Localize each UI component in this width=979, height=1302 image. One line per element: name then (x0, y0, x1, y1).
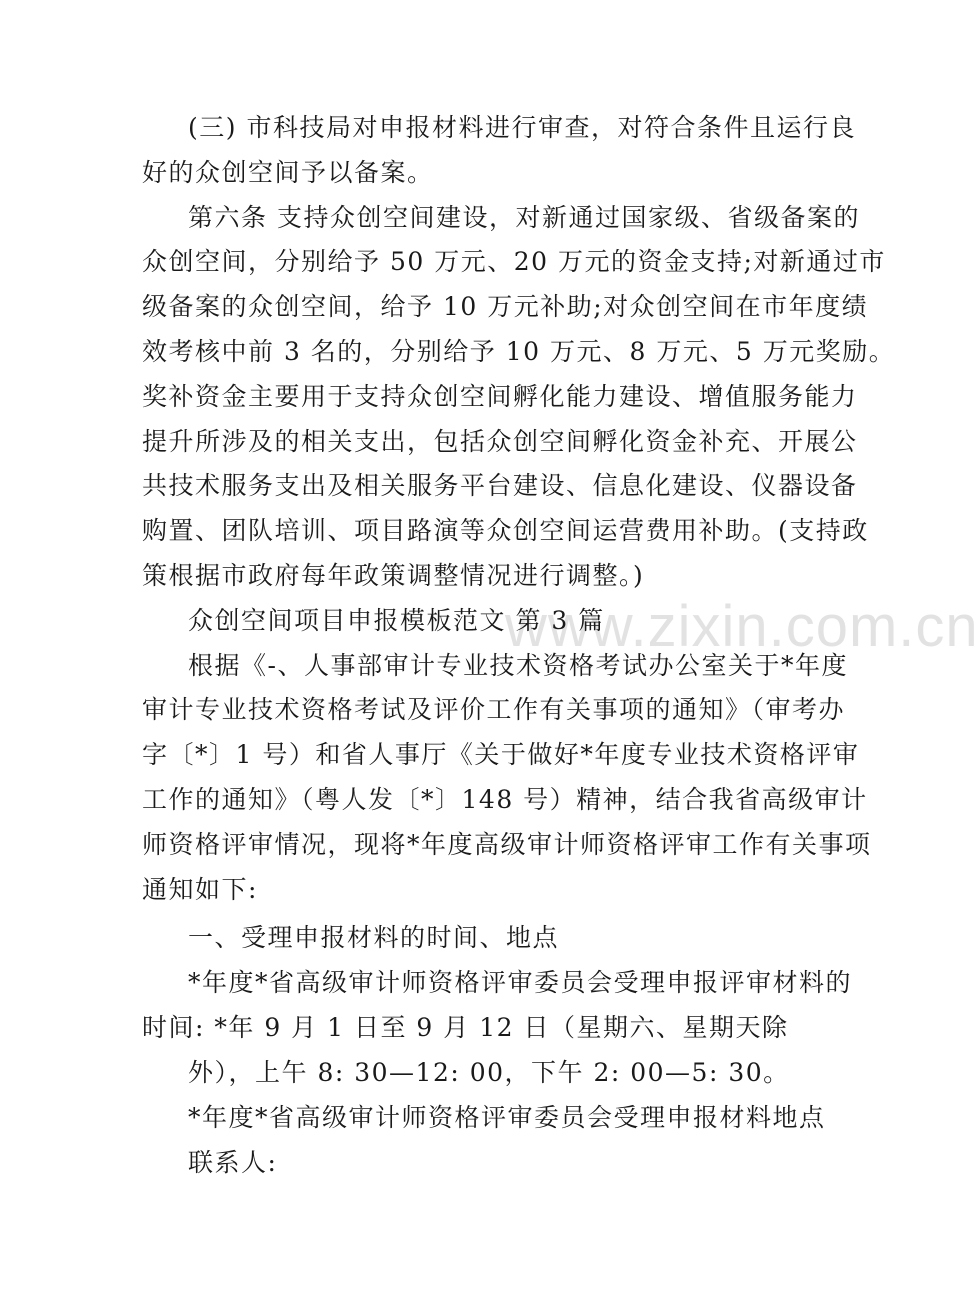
text-line: 好的众创空间予以备案。 (142, 158, 434, 187)
text-line: 共技术服务支出及相关服务平台建设、信息化建设、仪器设备 (142, 471, 858, 500)
text-line: *年度*省高级审计师资格评审委员会受理申报评审材料的 (188, 968, 853, 997)
text-line: 级备案的众创空间，给予 10 万元补助;对众创空间在市年度绩 (142, 292, 869, 321)
text-line: 联系人: (188, 1148, 278, 1177)
text-line: 审计专业技术资格考试及评价工作有关事项的通知》（审考办 (142, 695, 846, 724)
text-line: 奖补资金主要用于支持众创空间孵化能力建设、增值服务能力 (142, 382, 858, 411)
text-line: 外），上午 8: 30—12: 00，下午 2: 00—5: 30。 (188, 1058, 790, 1087)
text-line: 策根据市政府每年政策调整情况进行调整。) (142, 561, 645, 590)
text-line: 第六条 支持众创空间建设，对新通过国家级、省级备案的 (188, 203, 860, 232)
text-line: 效考核中前 3 名的，分别给予 10 万元、8 万元、5 万元奖励。 (142, 337, 896, 366)
text-line: 工作的通知》（粤人发〔*〕148 号）精神，结合我省高级审计 (142, 785, 868, 814)
section-heading: 众创空间项目申报模板范文 第 3 篇 (188, 606, 605, 635)
text-line: 时间: *年 9 月 1 日至 9 月 12 日（星期六、星期天除 (142, 1013, 789, 1042)
text-line: 字〔*〕1 号）和省人事厅《关于做好*年度专业技术资格评审 (142, 740, 860, 769)
text-line: (三) 市科技局对申报材料进行审查，对符合条件且运行良 (188, 113, 856, 142)
watermark: www.zixin.com.cn (505, 594, 979, 659)
text-line: *年度*省高级审计师资格评审委员会受理申报材料地点 (188, 1103, 826, 1132)
text-line: 购置、团队培训、项目路演等众创空间运营费用补助。(支持政 (142, 516, 869, 545)
text-line: 师资格评审情况，现将*年度高级审计师资格评审工作有关事项 (142, 830, 872, 859)
text-line: 通知如下: (142, 875, 258, 904)
text-line: 根据《-、人事部审计专业技术资格考试办公室关于*年度 (188, 651, 848, 680)
text-line: 众创空间，分别给予 50 万元、20 万元的资金支持;对新通过市 (142, 247, 886, 276)
section-heading: 一、受理申报材料的时间、地点 (188, 923, 560, 952)
text-line: 提升所涉及的相关支出，包括众创空间孵化资金补充、开展公 (142, 427, 858, 456)
